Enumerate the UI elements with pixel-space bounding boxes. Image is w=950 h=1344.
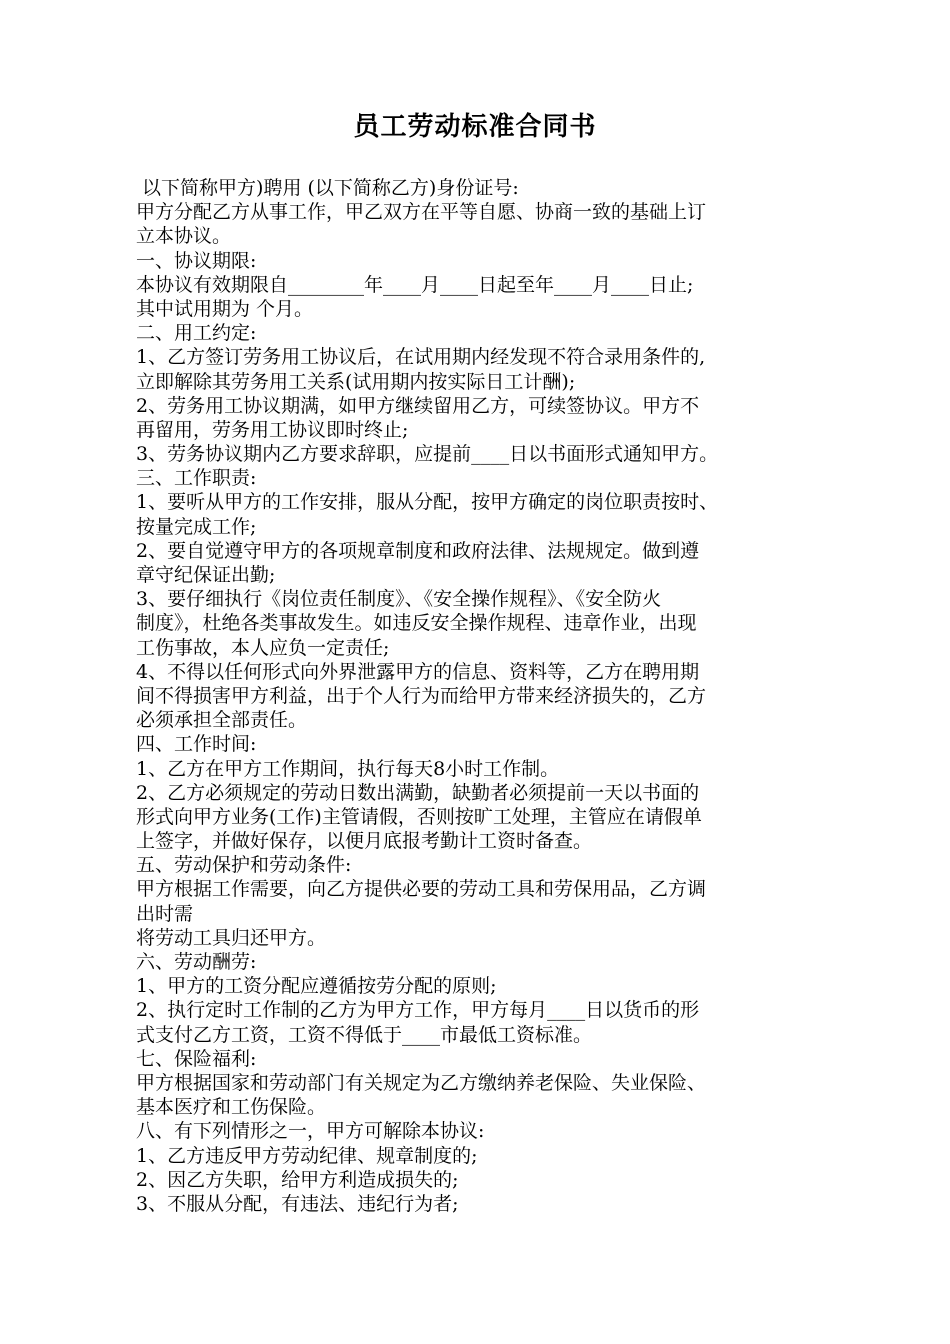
document-line: 一、协议期限:	[136, 249, 257, 272]
document-line: 四、工作时间:	[136, 733, 257, 756]
document-line: 三、工作职责:	[136, 467, 257, 490]
document-body	[136, 176, 826, 1216]
document-line: 形式向甲方业务(工作)主管请假，否则按旷工处理，主管应在请假单	[136, 805, 702, 828]
document-line: 1、乙方在甲方工作期间，执行每天8小时工作制。	[136, 757, 560, 780]
document-line: 再留用，劳务用工协议即时终止;	[136, 418, 409, 441]
document-line: 甲方根据国家和劳动部门有关规定为乙方缴纳养老保险、失业保险、	[136, 1071, 707, 1094]
document-line: 1、甲方的工资分配应遵循按劳分配的原则;	[136, 975, 497, 998]
document-line: 3、劳务协议期内乙方要求辞职，应提前____日以书面形式通知甲方。	[136, 443, 719, 466]
document-line: 式支付乙方工资，工资不得低于____市最低工资标准。	[136, 1023, 593, 1046]
document-line: 甲方根据工作需要，向乙方提供必要的劳动工具和劳保用品，乙方调	[136, 878, 707, 901]
document-line: 间不得损害甲方利益，出于个人行为而给甲方带来经济损失的，乙方	[136, 684, 707, 707]
document-line: 2、因乙方失职，给甲方利造成损失的;	[136, 1168, 459, 1191]
document-line: 八、有下列情形之一，甲方可解除本协议:	[136, 1120, 485, 1143]
document-title: 员工劳动标准合同书	[353, 112, 597, 142]
document-line: 工伤事故，本人应负一定责任;	[136, 636, 390, 659]
document-line: 制度》，杜绝各类事故发生。如违反安全操作规程、违章作业，出现	[136, 612, 697, 635]
document-line: 甲方分配乙方从事工作，甲乙双方在平等自愿、协商一致的基础上订	[136, 201, 707, 224]
document-line: 3、不服从分配，有违法、违纪行为者;	[136, 1192, 459, 1215]
document-line: 1、要听从甲方的工作安排，服从分配，按甲方确定的岗位职责按时、	[136, 491, 719, 514]
document-line: 2、执行定时工作制的乙方为甲方工作，甲方每月____日以货币的形	[136, 999, 700, 1022]
document-line: 基本医疗和工伤保险。	[136, 1096, 327, 1119]
document-line: 六、劳动酬劳:	[136, 951, 257, 973]
document-line: 将劳动工具归还甲方。	[136, 926, 327, 949]
document-line: 其中试用期为 个月。	[136, 297, 314, 320]
document-line: 2、要自觉遵守甲方的各项规章制度和政府法律、法规规定。做到遵	[136, 539, 700, 562]
document-line: 2、劳务用工协议期满，如甲方继续留用乙方，可续签协议。甲方不	[136, 394, 700, 417]
document-line: 七、保险福利:	[136, 1047, 257, 1070]
document-line: 必须承担全部责任。	[136, 709, 308, 732]
document-line: 1、乙方签订劳务用工协议后，在试用期内经发现不符合录用条件的,	[136, 346, 706, 369]
document-line: 以下简称甲方)聘用 (以下简称乙方)身份证号:	[136, 177, 519, 199]
document-line: 二、用工约定:	[136, 322, 257, 345]
document-line: 章守纪保证出勤;	[136, 564, 276, 586]
document-line: 2、乙方必须规定的劳动日数出满勤，缺勤者必须提前一天以书面的	[136, 781, 700, 804]
document-line: 五、劳动保护和劳动条件:	[136, 854, 352, 877]
document-line: 3、要仔细执行《岗位责任制度》、《安全操作规程》、《安全防火	[136, 588, 662, 611]
document-line: 出时需	[136, 902, 194, 925]
document-line: 立本协议。	[136, 225, 232, 248]
document-line: 本协议有效期限自________年____月____日起至年____月____日止;	[136, 273, 694, 296]
document-line: 立即解除其劳务用工关系(试用期内按实际日工计酬);	[136, 370, 576, 393]
document-line: 4、不得以任何形式向外界泄露甲方的信息、资料等，乙方在聘用期	[136, 660, 700, 683]
document-line: 上签字，并做好保存，以便月底报考勤计工资时备查。	[136, 830, 593, 853]
document-line: 按量完成工作;	[136, 515, 257, 538]
document-line: 1、乙方违反甲方劳动纪律、规章制度的;	[136, 1144, 478, 1167]
